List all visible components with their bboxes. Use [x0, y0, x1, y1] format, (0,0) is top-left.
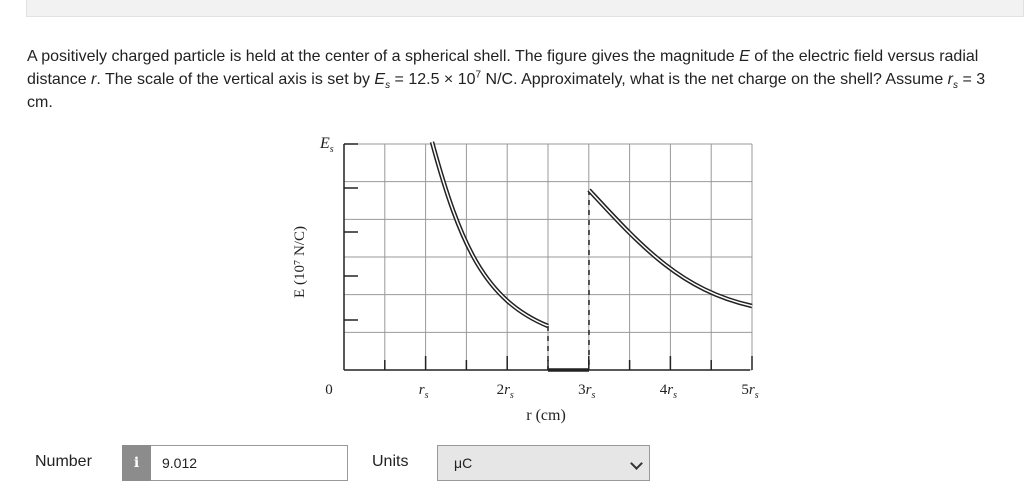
electric-field-figure — [280, 130, 780, 430]
chevron-down-icon — [630, 457, 643, 470]
question-text: A positively charged particle is held at the center of a spherical shell. The figure gives the magnitude E of the electric field versus radial distance r. The scale of the vertical axis is set by $E_s = 12.5 \times 10^7$ N/C. Approximately, what is the net charge on the shell? Assume $r_s = 3$ cm. — [27, 48, 986, 111]
x-axis-label: r (cm) — [526, 407, 566, 424]
y-axis-ticks — [344, 144, 358, 320]
units-selected-value: μC — [454, 455, 473, 471]
x-tick-label: $2r_s$ — [496, 382, 514, 401]
x-tick-labels — [419, 382, 759, 401]
y-top-label: $E_s$ — [320, 135, 334, 155]
x-tick-label: $3r_s$ — [578, 382, 596, 401]
top-bar — [26, 0, 1024, 17]
number-input[interactable] — [151, 445, 348, 481]
y-zero-label: 0 — [325, 382, 333, 398]
x-tick-label: $4r_s$ — [659, 382, 678, 401]
field-curve-inner-core — [432, 142, 548, 326]
field-curve-inner — [432, 142, 548, 326]
x-tick-label: $5r_s$ — [741, 382, 759, 401]
units-label: Units — [372, 453, 409, 470]
units-select[interactable] — [437, 445, 650, 481]
number-label: Number — [35, 453, 92, 470]
info-icon[interactable]: i — [122, 445, 151, 481]
x-tick-label: $r_s$ — [418, 382, 429, 401]
x-axis-ticks — [385, 356, 752, 370]
y-axis-label: E (10⁷ N/C) — [292, 226, 308, 298]
